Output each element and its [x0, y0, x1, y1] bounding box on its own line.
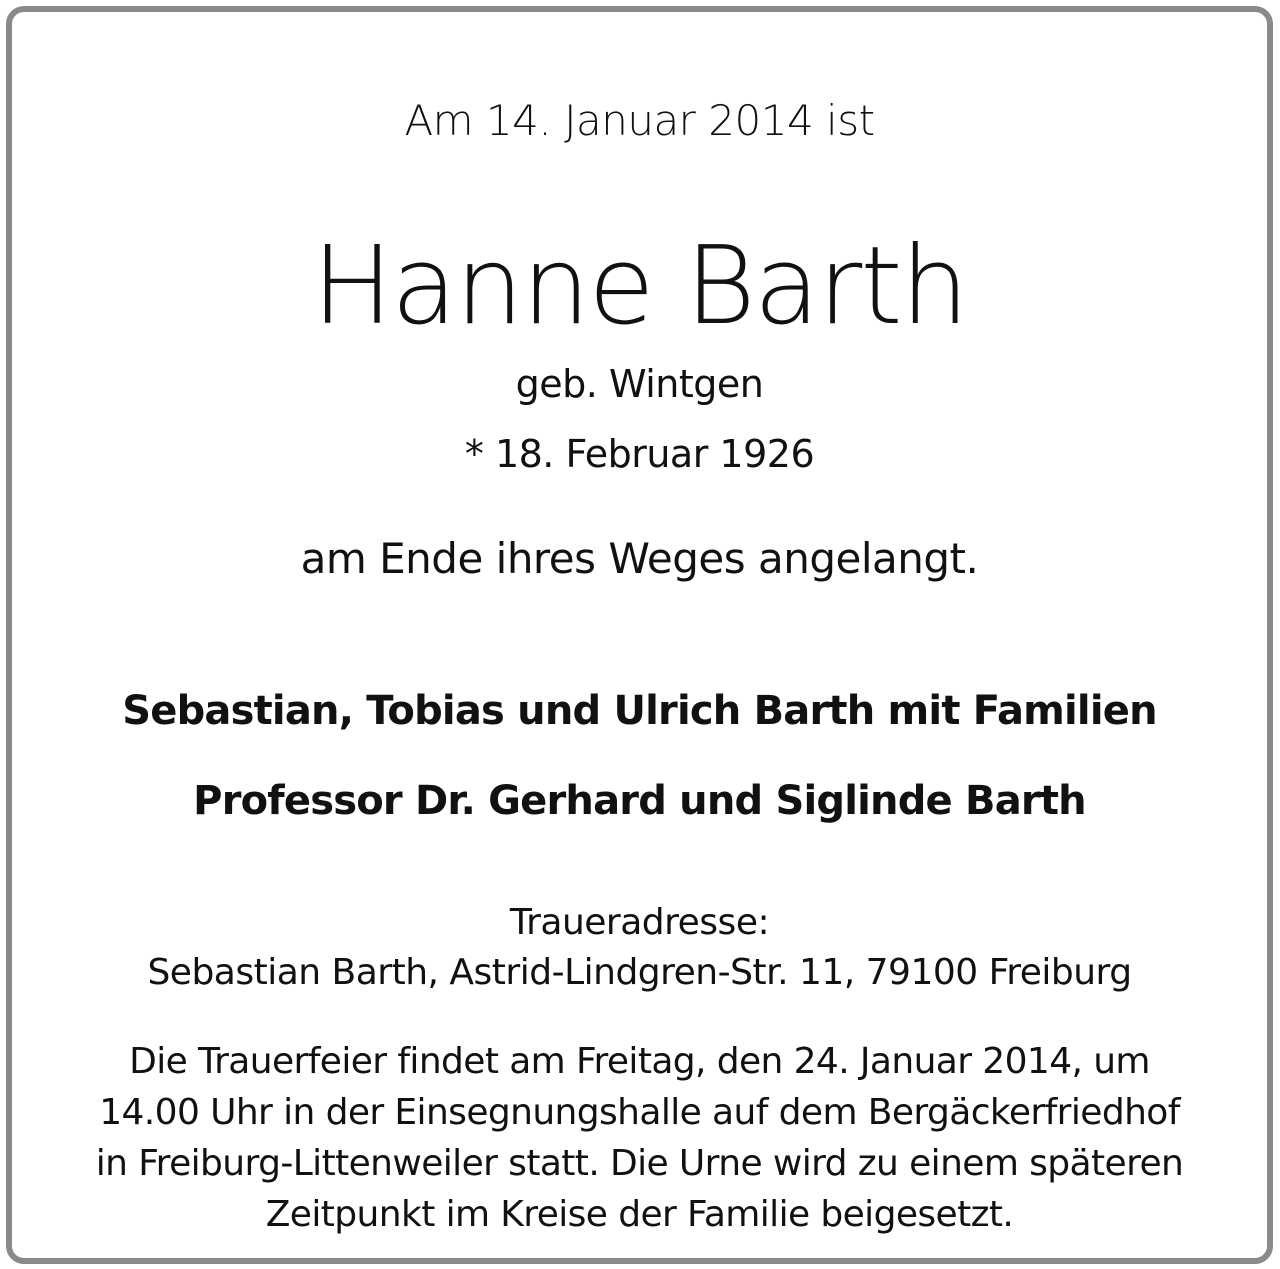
obituary-notice [6, 6, 1273, 1264]
birth-date: * 18. Februar 1926 [464, 432, 815, 476]
mourners-line-2: Professor Dr. Gerhard und Siglinde Barth [193, 778, 1086, 824]
address-label: Traueradresse: [509, 902, 770, 943]
ceremony-line-1: Die Trauerfeier findet am Freitag, den 24. Januar 2014, um [129, 1041, 1150, 1082]
deceased-name: Hanne Barth [311, 224, 968, 349]
ceremony-line-2: 14.00 Uhr in der Einsegnungshalle auf dem Bergäckerfriedhof [99, 1092, 1180, 1133]
birth-name: geb. Wintgen [515, 362, 764, 406]
mourning-address: Sebastian Barth, Astrid-Lindgren-Str. 11, 79100 Freiburg [147, 952, 1132, 993]
ceremony-info [12, 1036, 1267, 1240]
ceremony-line-4: Zeitpunkt im Kreise der Familie beigesetzt. [265, 1194, 1014, 1235]
closing-phrase: am Ende ihres Weges angelangt. [300, 534, 979, 583]
ceremony-line-3: in Freiburg-Littenweiler statt. Die Urne wird zu einem späteren [95, 1143, 1184, 1184]
mourners-line-1: Sebastian, Tobias und Ulrich Barth mit Familien [122, 688, 1157, 734]
intro-text: Am 14. Januar 2014 ist [404, 96, 875, 145]
